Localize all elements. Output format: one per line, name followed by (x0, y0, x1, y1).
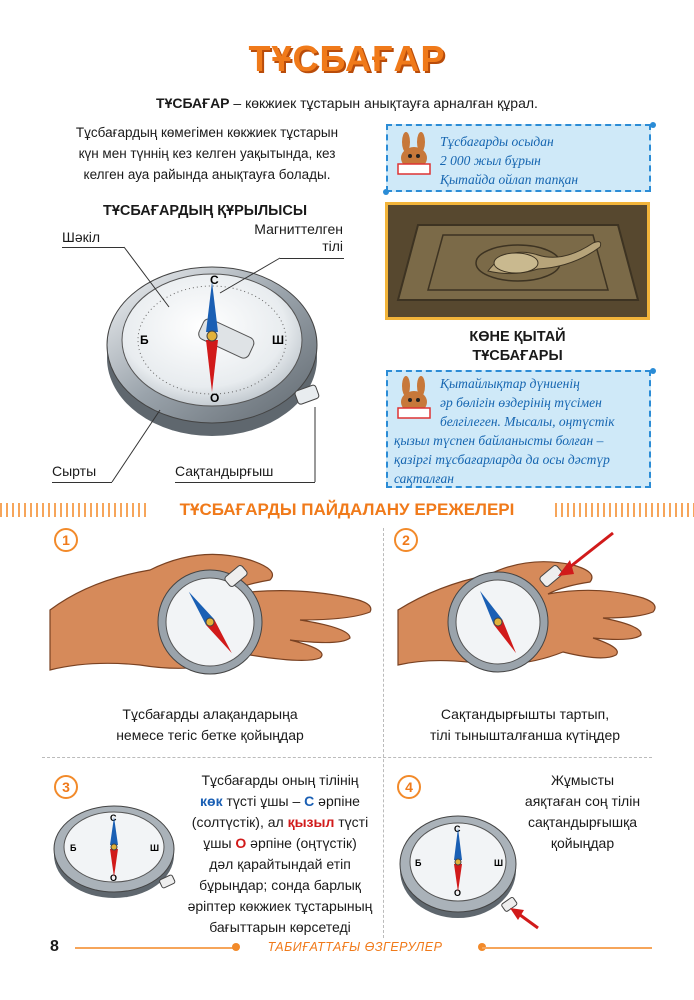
step3-line (175, 812, 385, 833)
rabbit-reader-icon (392, 132, 436, 176)
step3-line: бағыттарын көрсетеді (209, 919, 351, 935)
rabbit-reader-icon (392, 376, 436, 420)
note2-line: әр бөлігін өздерінің түсімен (440, 395, 602, 410)
page-number: 8 (50, 938, 59, 955)
photo-caption-line: ТҰСБАҒАРЫ (472, 348, 563, 364)
compass-letter-south: О (454, 888, 462, 898)
compass-oriented-illustration (52, 795, 182, 900)
word-blue: көк (200, 793, 223, 809)
step3-line (175, 791, 385, 812)
step-number: 4 (397, 775, 421, 799)
structure-title: ТҰСБАҒАРДЫҢ ҚҰРЫЛЫСЫ (102, 203, 308, 219)
leader-needle (215, 258, 285, 298)
text-part: әрпіне (314, 793, 360, 809)
note2-line: қазіргі тұсбағарларда да осы дәстүр (394, 452, 610, 467)
step1-line: Тұсбағарды алақандарыңа (122, 706, 298, 722)
definition (0, 95, 694, 111)
photo-caption-line: КӨНЕ ҚЫТАЙ (469, 329, 566, 345)
rules-title: ТҰСБАҒАРДЫ ПАЙДАЛАНУ ЕРЕЖЕЛЕРІ (179, 500, 515, 519)
compass-letter-west: Б (415, 858, 422, 868)
intro-paragraph (52, 122, 362, 185)
label-body: Сырты (52, 463, 97, 479)
page-title: ТҰСБАҒАР (248, 38, 446, 79)
compass-letter-east: Ш (272, 333, 285, 347)
label-needle-line: тілі (322, 238, 343, 254)
intro-line: күн мен түннің кез келген уақытында, кез (78, 146, 336, 161)
step4-line: сақтандырғышқа (527, 814, 637, 830)
compass-letter-east: Ш (494, 858, 504, 868)
step2-line: тілі тынышталғанша күтіңдер (429, 727, 621, 743)
compass-letter-south: О (210, 391, 220, 405)
compass-letter-east: Ш (150, 843, 160, 853)
step2-text (395, 704, 655, 746)
definition-text: – көкжиек тұстарын анықтауға арналған құрал. (229, 95, 538, 111)
compass-letter-south: О (110, 873, 118, 883)
definition-term: ТҰСБАҒАР (156, 95, 230, 111)
intro-line: келген ауа райында анықтауға болады. (83, 167, 331, 182)
note1-line: 2 000 жыл бұрын (440, 153, 541, 168)
step3-text (175, 770, 385, 938)
text-part: түсті ұшы – (222, 793, 305, 809)
step-number: 1 (54, 528, 78, 552)
note2-line: белгілеген. Мысалы, оңтүстік (440, 414, 615, 429)
hand-with-compass-pull-illustration (398, 530, 658, 690)
compass-letter-north: С (110, 813, 117, 823)
note1-line: Тұсбағарды осыдан (440, 134, 554, 149)
compass-letter-west: Б (140, 333, 149, 347)
intro-line: Тұсбағардың көмегімен көкжиек тұстарын (75, 125, 339, 140)
word-red: қызыл (287, 814, 335, 830)
note2-line: Қытайлықтар дүниенің (440, 376, 580, 391)
label-lock: Сақтандырғыш (175, 463, 274, 479)
step3-line: әріптер көкжиек тұстарының (187, 898, 373, 914)
note2-line: сақталған (394, 471, 454, 486)
text-part: әрпіне (оңтүстік) (246, 835, 357, 851)
footer-section-title: ТАБИҒАТТАҒЫ ӨЗГЕРУЛЕР (267, 940, 443, 954)
step3-line: дәл қарайтындай етіп (209, 856, 351, 872)
ancient-chinese-compass-photo (385, 202, 650, 320)
step-number: 2 (394, 528, 418, 552)
step2-line: Сақтандырғышты тартып, (440, 706, 610, 722)
note-box-history (386, 124, 651, 192)
compass-letter-west: Б (70, 843, 77, 853)
step3-line: бұрыңдар; сонда барлық (199, 877, 361, 893)
leader-body (110, 405, 170, 485)
letter-south: О (235, 835, 247, 851)
step4-line: аяқтаған соң тілін (524, 793, 641, 809)
footer-rule (482, 947, 652, 949)
note-box-colors (386, 370, 651, 488)
step4-text (500, 770, 665, 854)
footer-rule (75, 947, 235, 949)
label-needle (233, 221, 343, 255)
leader-lock (305, 405, 325, 485)
compass-letter-north: С (454, 824, 461, 834)
note1-line: Қытайда ойлап тапқан (440, 172, 579, 187)
step1-text (60, 704, 360, 746)
step3-line (175, 833, 385, 854)
note2-line: қызыл түспен байланысты болған – (394, 433, 604, 448)
step1-line: немесе тегіс бетке қойыңдар (116, 727, 304, 743)
step-number: 3 (54, 775, 78, 799)
step4-line: Жұмысты (550, 772, 615, 788)
letter-north: С (304, 793, 315, 809)
text-part: ұшы (203, 835, 236, 851)
rules-header (0, 497, 694, 523)
step4-line: қойыңдар (550, 835, 615, 851)
step3-line: Тұсбағарды оның тілінің (201, 772, 359, 788)
label-needle-line: Магниттелген (254, 221, 343, 237)
leader-scale (124, 247, 184, 317)
compass-letter-north: С (210, 273, 219, 287)
hand-with-compass-illustration (50, 540, 380, 690)
text-part: түсті (334, 814, 369, 830)
label-scale: Шәкіл (62, 229, 101, 245)
photo-caption (385, 328, 650, 366)
text-part: (солтүстік), ал (191, 814, 288, 830)
